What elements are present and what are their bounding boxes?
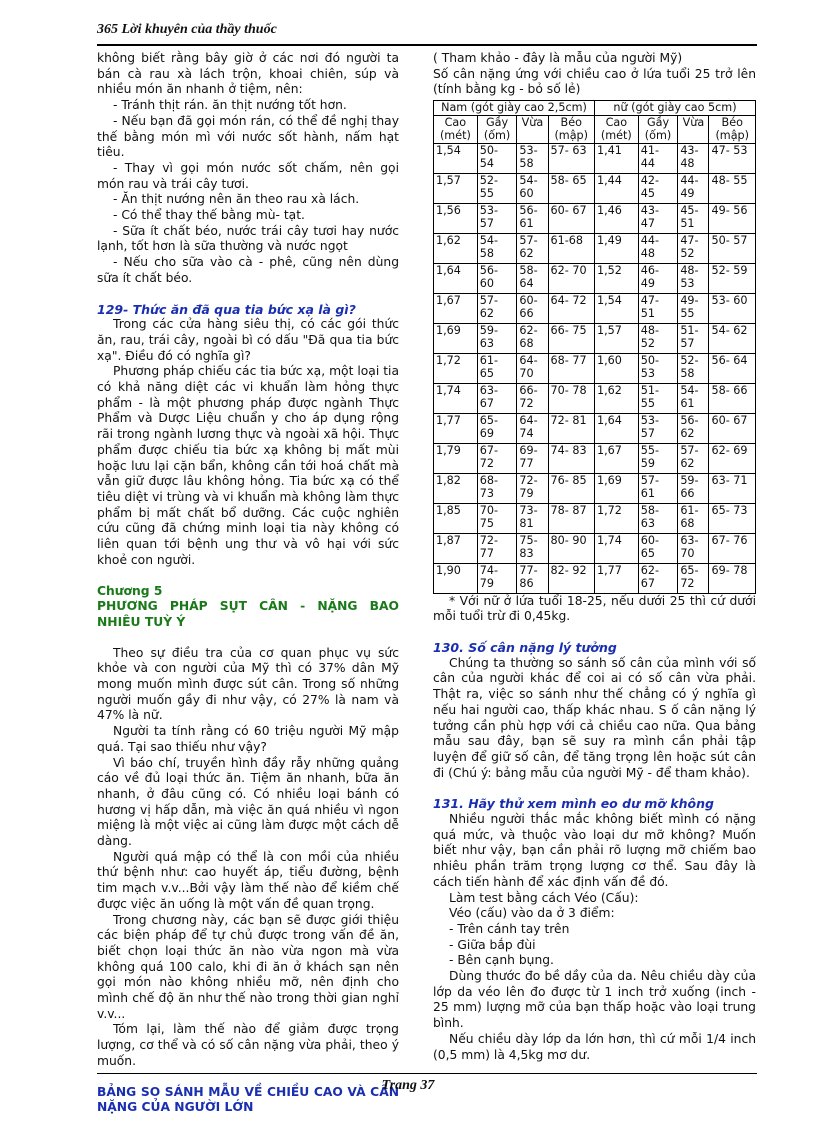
section-131-point: - Trên cánh tay trên	[449, 921, 570, 936]
page-number: Trang 37	[381, 1078, 435, 1093]
table-row	[434, 473, 756, 503]
table-cell: 72- 81	[548, 413, 594, 443]
table-cell: 69- 78	[709, 563, 756, 593]
table-cell: 50- 53	[638, 353, 678, 383]
chapter-paragraph: Người quá mập có thể là con mồi của nhiều thứ bệnh như: cao huyết áp, tiểu đường, bệnh tim mạch v.v...Bởi vậy làm thế nào để kiềm chế được việc ăn uống là một vấn đề quan trọng.	[97, 849, 399, 911]
table-cell: 67- 72	[477, 443, 517, 473]
table-cell: 46- 49	[638, 263, 678, 293]
tip-item: - Có thể thay thế bằng mù- tạt.	[113, 208, 305, 223]
table-cell: 1,74	[594, 533, 638, 563]
table-cell: 49- 55	[678, 293, 709, 323]
table-cell: 49- 56	[709, 203, 756, 233]
chapter-paragraph: Theo sự điều tra của cơ quan phục vụ sức khỏe và con người của Mỹ thì có 37% dân Mỹ mong muốn mình được sút cân. Trong số những người muốn gầy đi như vậy, có 27% là nam và 47% là nữ.	[97, 645, 399, 723]
table-cell: 51- 55	[638, 383, 678, 413]
table-cell: 60- 66	[517, 293, 548, 323]
section-131-body: Nhiều người thắc mắc không biết mình có nặng quá mức, và thuộc vào loại dư mỡ không? Muốn biết như vậy, bạn cần phải rõ lượng mỡ chiếm bao nhiêu phần trăm trọng lượng cơ thể. Sau đây là cách tiến hành để xác định vấn đề đó.	[433, 812, 756, 889]
table-cell: 62- 69	[709, 443, 756, 473]
column-header: Vừa	[517, 115, 548, 143]
header-divider	[97, 44, 757, 46]
table-cell: 1,77	[434, 413, 478, 443]
table-cell: 45- 51	[678, 203, 709, 233]
table-row	[434, 173, 756, 203]
table-row	[434, 293, 756, 323]
table-cell: 63- 70	[678, 533, 709, 563]
column-header: Cao (mét)	[434, 115, 478, 143]
table-cell: 43- 47	[638, 203, 678, 233]
table-cell: 44- 48	[638, 233, 678, 263]
table-cell: 57- 62	[517, 233, 548, 263]
table-cell: 64- 74	[517, 413, 548, 443]
table-cell: 62- 67	[638, 563, 678, 593]
table-cell: 63- 71	[709, 473, 756, 503]
table-cell: 48- 55	[709, 173, 756, 203]
table-cell: 72- 79	[517, 473, 548, 503]
intro-paragraph: không biết rằng bây giờ ở các nơi đó người ta bán cà rau xà lách trộn, khoai chiên, súp và nhiều món ăn nhanh ở tiệm, nên:	[97, 51, 399, 97]
table-row	[434, 203, 756, 233]
table-cell: 1,44	[594, 173, 638, 203]
table-cell: 67- 76	[709, 533, 756, 563]
table-cell: 1,54	[594, 293, 638, 323]
table-cell: 74- 79	[477, 563, 517, 593]
table-cell: 1,67	[434, 293, 478, 323]
table-cell: 1,69	[434, 323, 478, 353]
tip-item: - Sữa ít chất béo, nước trái cây tươi hay nước lạnh, tốt hơn là sữa thường và nước ngọt	[97, 223, 399, 254]
table-cell: 1,46	[594, 203, 638, 233]
table-cell: 1,90	[434, 563, 478, 593]
table-cell: 47- 53	[709, 143, 756, 173]
table-cell: 57- 62	[678, 443, 709, 473]
chapter-paragraph: Trong chương này, các bạn sẽ được giới thiệu các biện pháp để tự chủ được trong vấn đề ăn, biết chọn loại thức ăn nào vừa ngon mà vừa không quá 100 calo, khi đi ăn ở khách sạn nên gọi món nào không nhiều mỡ, nên định cho mình chế độ ăn như thế nào trong thời gian nghỉ v.v...	[97, 912, 399, 1021]
table-cell: 55- 59	[638, 443, 678, 473]
table-cell: 60- 65	[638, 533, 678, 563]
table-caption: ( Tham khảo - đây là mẫu của người Mỹ)	[433, 51, 683, 65]
table-cell: 65- 73	[709, 503, 756, 533]
table-cell: 1,77	[594, 563, 638, 593]
table-cell: 52- 58	[678, 353, 709, 383]
table-cell: 51- 57	[678, 323, 709, 353]
right-column	[433, 51, 756, 1063]
table-cell: 1,60	[594, 353, 638, 383]
column-header: Vừa	[678, 115, 709, 143]
table-cell: 72- 77	[477, 533, 517, 563]
table-cell: 75- 83	[517, 533, 548, 563]
table-cell: 66- 75	[548, 323, 594, 353]
table-cell: 53- 58	[517, 143, 548, 173]
table-cell: 57- 61	[638, 473, 678, 503]
height-weight-table	[433, 100, 756, 594]
table-cell: 56- 62	[678, 413, 709, 443]
table-cell: 1,56	[434, 203, 478, 233]
table-cell: 54- 58	[477, 233, 517, 263]
table-cell: 54- 60	[517, 173, 548, 203]
column-header: Béo (mập)	[548, 115, 594, 143]
table-cell: 1,57	[594, 323, 638, 353]
section-129-body: Phương pháp chiếu các tia bức xạ, một loại tia có khả năng diệt các vi khuẩn làm hỏng thực phẩm - là một phương pháp được ngành Thực Phẩm và Dược Liệu chuẩn y cho áp dụng rộng rãi trong ngành lương thực và ngoài xã hội. Thực phẩm được chiếu tia bức xạ không bị mất mùi hoặc lưu lại cặn bẩn, không cần tới hoá chất mà vẫn giữ được lâu không hỏng. Tia bức xạ có thể tiêu diệt vi trùng và vi khuẩn mà không làm thực phẩm bị mất chất bổ dưỡng. Các cuộc nghiên cứu cũng đã chứng minh loại tia này không có liên quan tới bệnh ung thư và vô hại với sức khoẻ con người.	[97, 364, 399, 567]
table-row	[434, 443, 756, 473]
group-female-header: nữ (gót giày cao 5cm)	[594, 101, 755, 116]
table-cell: 60- 67	[709, 413, 756, 443]
table-cell: 61- 65	[477, 353, 517, 383]
table-cell: 70- 75	[477, 503, 517, 533]
table-cell: 1,69	[594, 473, 638, 503]
table-cell: 59- 63	[477, 323, 517, 353]
table-body	[434, 143, 756, 593]
section-131-point: - Bên cạnh bụng.	[449, 953, 554, 968]
section-130-title: 130. Số cân nặng lý tưởng	[433, 640, 617, 656]
table-row	[434, 143, 756, 173]
section-131-body: Làm test bằng cách Véo (Cấu):	[449, 890, 639, 905]
table-cell: 73- 81	[517, 503, 548, 533]
table-cell: 65- 69	[477, 413, 517, 443]
chapter-paragraph: Tóm lại, làm thế nào để giảm được trọng lượng, cơ thể và có số cân nặng vừa phải, theo ý muốn.	[97, 1022, 399, 1068]
table-cell: 80- 90	[548, 533, 594, 563]
table-row	[434, 263, 756, 293]
table-cell: 1,74	[434, 383, 478, 413]
table-cell: 50- 57	[709, 233, 756, 263]
table-heading: BẢNG SO SÁNH MẪU VỀ CHIỀU CAO VÀ CÂN NẶNG CỦA NGƯỜI LỚN	[97, 1084, 399, 1115]
running-header: 365 Lời khuyên của thầy thuốc	[97, 22, 277, 37]
table-cell: 60- 67	[548, 203, 594, 233]
table-cell: 47- 52	[678, 233, 709, 263]
table-cell: 48- 52	[638, 323, 678, 353]
table-cell: 1,79	[434, 443, 478, 473]
table-cell: 59- 66	[678, 473, 709, 503]
table-cell: 63- 67	[477, 383, 517, 413]
table-cell: 58- 63	[638, 503, 678, 533]
table-cell: 56- 61	[517, 203, 548, 233]
table-cell: 1,67	[594, 443, 638, 473]
table-cell: 53- 60	[709, 293, 756, 323]
chapter-title: PHƯƠNG PHÁP SỤT CÂN - NẶNG BAO NHIÊU TUỲ Ý	[97, 599, 399, 629]
table-row	[434, 233, 756, 263]
table-cell: 52- 55	[477, 173, 517, 203]
table-cell: 57- 63	[548, 143, 594, 173]
table-cell: 1,52	[594, 263, 638, 293]
table-note: * Với nữ ở lứa tuổi 18-25, nếu dưới 25 thì cứ dưới mỗi tuổi trừ đi 0,45kg.	[433, 593, 756, 624]
table-header-row	[434, 115, 756, 143]
table-cell: 1,64	[594, 413, 638, 443]
table-cell: 43- 48	[678, 143, 709, 173]
table-cell: 61- 68	[678, 503, 709, 533]
tip-item: - Nếu cho sữa vào cà - phê, cũng nên dùng sữa ít chất béo.	[97, 255, 399, 285]
table-caption: Số cân nặng ứng với chiều cao ở lứa tuổi 25 trở lên (tính bằng kg - bỏ số lẻ)	[433, 66, 756, 97]
table-cell: 54- 61	[678, 383, 709, 413]
table-row	[434, 563, 756, 593]
section-131-title: 131. Hãy thử xem mình eo dư mỡ không	[433, 796, 714, 812]
table-cell: 42- 45	[638, 173, 678, 203]
table-cell: 74- 83	[548, 443, 594, 473]
table-cell: 62- 68	[517, 323, 548, 353]
table-cell: 78- 87	[548, 503, 594, 533]
table-row	[434, 323, 756, 353]
section-131-point: - Giữa bắp đùi	[449, 937, 536, 952]
table-cell: 58- 66	[709, 383, 756, 413]
table-cell: 1,72	[594, 503, 638, 533]
table-cell: 56- 60	[477, 263, 517, 293]
table-cell: 54- 62	[709, 323, 756, 353]
table-cell: 41- 44	[638, 143, 678, 173]
table-cell: 77- 86	[517, 563, 548, 593]
table-cell: 1,49	[594, 233, 638, 263]
table-row	[434, 533, 756, 563]
table-cell: 82- 92	[548, 563, 594, 593]
tip-item: - Thay vì gọi món nước sốt chấm, nên gọi món rau và trái cây tươi.	[97, 160, 399, 191]
table-cell: 1,82	[434, 473, 478, 503]
table-cell: 64- 70	[517, 353, 548, 383]
table-cell: 53- 57	[638, 413, 678, 443]
column-header: Gầy (ốm)	[638, 115, 678, 143]
table-cell: 1,62	[594, 383, 638, 413]
table-cell: 1,64	[434, 263, 478, 293]
table-cell: 1,85	[434, 503, 478, 533]
table-row	[434, 413, 756, 443]
table-cell: 68- 77	[548, 353, 594, 383]
table-cell: 1,87	[434, 533, 478, 563]
table-cell: 57- 62	[477, 293, 517, 323]
footer-divider	[97, 1073, 757, 1074]
table-cell: 68- 73	[477, 473, 517, 503]
table-cell: 64- 72	[548, 293, 594, 323]
table-cell: 66- 72	[517, 383, 548, 413]
table-cell: 53- 57	[477, 203, 517, 233]
table-cell: 76- 85	[548, 473, 594, 503]
table-cell: 47- 51	[638, 293, 678, 323]
table-cell: 70- 78	[548, 383, 594, 413]
table-row	[434, 383, 756, 413]
tip-item: - Tránh thịt rán. ăn thịt nướng tốt hơn.	[113, 98, 347, 113]
table-cell: 1,57	[434, 173, 478, 203]
section-129-question: Trong các cửa hàng siêu thị, có các gói thức ăn, rau, trái cây, ngoài bì có dấu "Đã qua tia bức xạ". Điều đó có nghĩa gì?	[97, 317, 399, 363]
section-130-body: Chúng ta thường so sánh số cân của mình với số cân của người khác để coi ai có số cân vừa phải. Thật ra, việc so sánh như thế chẳng có ý nghĩa gì nếu hai người cao, thấp khác nhau. S ố cân nặng lý tưởng cần phù hợp với cả chiều cao nữa. Qua bảng mẫu sau đây, bạn sẽ suy ra mình cần phải tập luyện để giữ số cân, để tăng trọng lên hoặc sút cân đi (Chú ý: bảng mẫu của người Mỹ - để tham khảo).	[433, 655, 756, 780]
tip-item: - Ăn thịt nướng nên ăn theo rau xà lách.	[113, 192, 360, 207]
table-cell: 1,41	[594, 143, 638, 173]
table-row	[434, 353, 756, 383]
table-cell: 1,62	[434, 233, 478, 263]
table-group-row	[434, 101, 756, 116]
chapter-paragraph: Vì báo chí, truyền hình đầy rẫy những quảng cáo về đủ loại thức ăn. Tiệm ăn nhanh, bữa ăn nhanh, ở đâu cũng có. Có nhiều loại bánh có hương vị hấp dẫn, mà việc ăn quá nhiều vì ngon miệng là một việc ai cũng làm được một cách dễ dàng.	[97, 755, 399, 849]
table-cell: 44- 49	[678, 173, 709, 203]
table-cell: 62- 70	[548, 263, 594, 293]
table-cell: 58- 64	[517, 263, 548, 293]
table-cell: 56- 64	[709, 353, 756, 383]
table-cell: 48- 53	[678, 263, 709, 293]
table-cell: 58- 65	[548, 173, 594, 203]
section-131-body: Nếu chiều dày lớp da lớn hơn, thì cứ mỗi 1/4 inch (0,5 mm) là 4,5kg mơ dư.	[433, 1031, 756, 1062]
chapter-paragraph: Người ta tính rằng có 60 triệu người Mỹ mập quá. Tại sao thiếu như vậy?	[97, 724, 399, 754]
tip-item: - Nếu bạn đã gọi món rán, có thể đề nghị thay thế bằng món mì với nước sốt hành, nấm hạt tiêu.	[97, 113, 399, 160]
table-cell: 50- 54	[477, 143, 517, 173]
table-cell: 61-68	[548, 233, 594, 263]
table-cell: 52- 59	[709, 263, 756, 293]
table-cell: 1,72	[434, 353, 478, 383]
section-129-title: 129- Thức ăn đã qua tia bức xạ là gì?	[97, 301, 356, 317]
section-131-body: Dùng thước đo bề dầy của da. Nêu chiều dày của lớp da véo lên đo được từ 1 inch trở xuống (inch - 25 mm) lượng mỡ của bạn thấp hoặc vào loại trung bình.	[433, 969, 756, 1031]
column-header: Gầy (ốm)	[477, 115, 517, 143]
table-row	[434, 503, 756, 533]
column-header: Béo (mập)	[709, 115, 756, 143]
column-header: Cao (mét)	[594, 115, 638, 143]
group-male-header: Nam (gót giày cao 2,5cm)	[434, 101, 595, 116]
chapter-label: Chương 5	[97, 583, 163, 598]
table-cell: 1,54	[434, 143, 478, 173]
left-column	[97, 51, 399, 1116]
table-cell: 69- 77	[517, 443, 548, 473]
section-131-body: Véo (cấu) vào da ở 3 điểm:	[449, 906, 615, 921]
table-cell: 65- 72	[678, 563, 709, 593]
